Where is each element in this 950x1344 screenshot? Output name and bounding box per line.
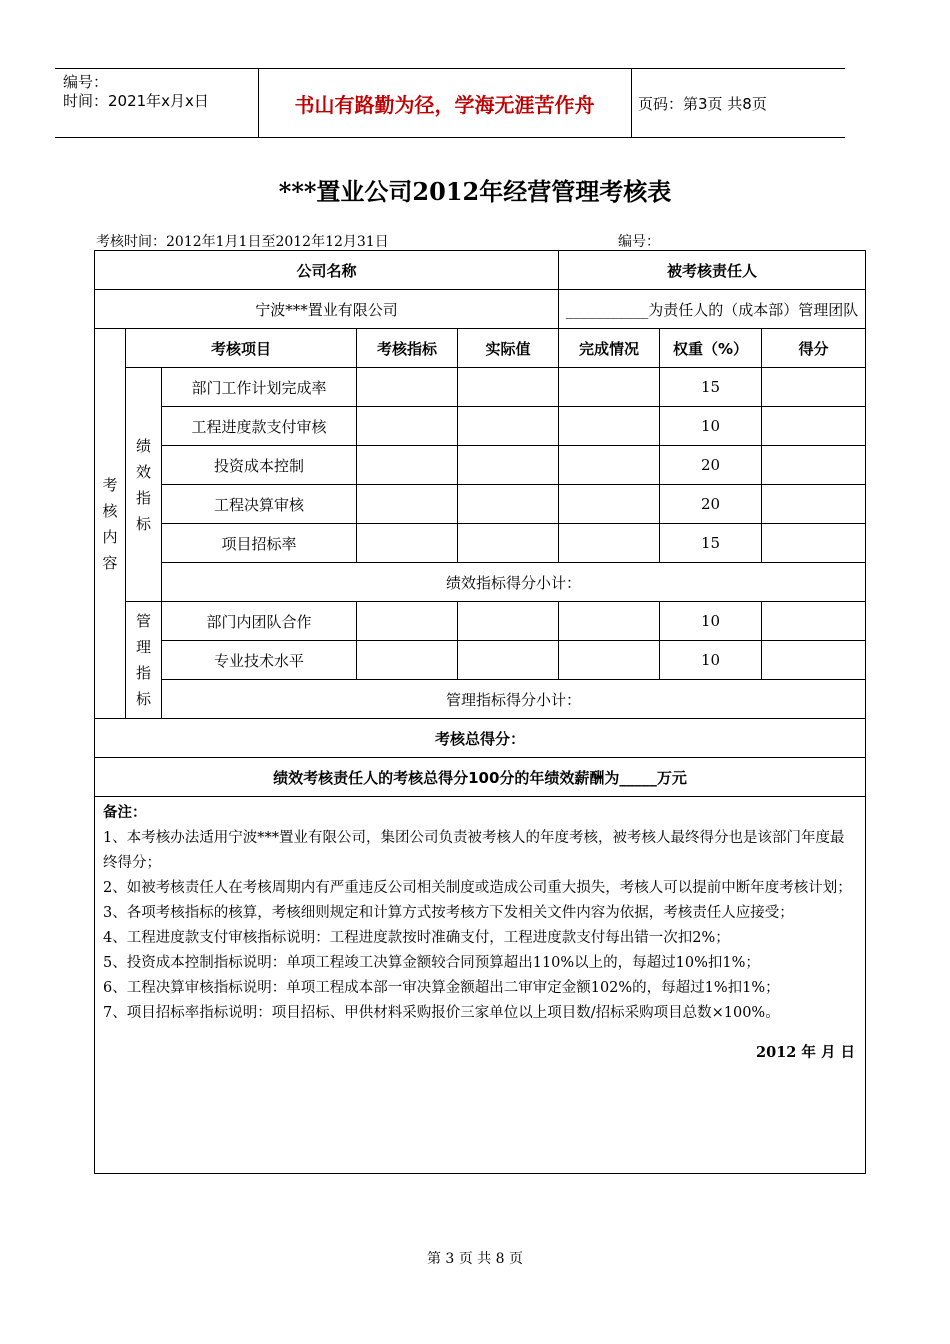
company-name: 宁波***置业有限公司	[95, 290, 559, 329]
completion-cell[interactable]	[559, 524, 660, 563]
table-row	[95, 368, 866, 407]
item-name: 部门内团队合作	[162, 602, 357, 641]
table-row	[95, 251, 866, 290]
header-divider	[631, 69, 632, 137]
score-cell[interactable]	[762, 524, 866, 563]
score-cell[interactable]	[762, 368, 866, 407]
notes-title: 备注：	[103, 805, 147, 821]
weight-cell: 15	[660, 368, 762, 407]
table-row	[95, 446, 866, 485]
header-time: 时间：2021年x月x日	[63, 92, 209, 110]
score-cell[interactable]	[762, 485, 866, 524]
table-row	[95, 758, 866, 797]
column-header: 考核项目	[126, 329, 357, 368]
table-row	[95, 602, 866, 641]
note-item: 7、项目招标率指标说明：项目招标、甲供材料采购报价三家单位以上项目数/招标采购项目总数×100%。	[103, 1005, 780, 1021]
weight-cell: 20	[660, 446, 762, 485]
indicator-cell[interactable]	[357, 485, 458, 524]
perf-subtotal: 绩效指标得分小计：	[162, 563, 866, 602]
actual-value-cell[interactable]	[458, 446, 559, 485]
table-row	[95, 641, 866, 680]
weight-cell: 10	[660, 407, 762, 446]
indicator-cell[interactable]	[357, 641, 458, 680]
header-number: 编号：	[63, 73, 109, 91]
perf-group-text: 绩 效 指 标	[135, 436, 151, 533]
actual-value-cell[interactable]	[458, 485, 559, 524]
header-left	[63, 73, 209, 111]
item-name: 工程决算审核	[162, 485, 357, 524]
total-score: 考核总得分：	[95, 719, 866, 758]
completion-cell[interactable]	[559, 446, 660, 485]
table-row	[95, 485, 866, 524]
table-row	[95, 290, 866, 329]
section-label-text: 考 核 内 容	[102, 475, 118, 572]
score-cell[interactable]	[762, 641, 866, 680]
completion-cell[interactable]	[559, 485, 660, 524]
indicator-cell[interactable]	[357, 446, 458, 485]
column-header: 权重（%）	[660, 329, 762, 368]
company-name-header: 公司名称	[95, 251, 559, 290]
perf-group-label	[126, 368, 162, 602]
note-item: 4、工程进度款支付审核指标说明：工程进度款按时准确支付，工程进度款支付每出错一次扣2%；	[103, 930, 730, 946]
mgmt-group-text: 管 理 指 标	[135, 612, 151, 708]
table-row	[95, 680, 866, 719]
section-label	[95, 329, 126, 719]
item-name: 部门工作计划完成率	[162, 368, 357, 407]
completion-cell[interactable]	[559, 368, 660, 407]
page-header	[55, 68, 845, 138]
actual-value-cell[interactable]	[458, 407, 559, 446]
column-header: 完成情况	[559, 329, 660, 368]
table-row	[95, 563, 866, 602]
indicator-cell[interactable]	[357, 602, 458, 641]
notes-list	[103, 826, 857, 1026]
column-header: 实际值	[458, 329, 559, 368]
note-item: 6、工程决算审核指标说明：单项工程成本部一审决算金额超出二审审定金额102%的，每超过1%扣1%；	[103, 980, 780, 996]
column-header: 考核指标	[357, 329, 458, 368]
completion-cell[interactable]	[559, 602, 660, 641]
assessment-period: 考核时间：2012年1月1日至2012年12月31日	[96, 234, 389, 250]
signature-date: 2012 年 月 日	[756, 1044, 856, 1061]
notes-cell	[95, 797, 866, 1174]
score-cell[interactable]	[762, 446, 866, 485]
mgmt-subtotal: 管理指标得分小计：	[162, 680, 866, 719]
score-cell[interactable]	[762, 407, 866, 446]
salary-line: 绩效考核责任人的考核总得分100分的年绩效薪酬为_____万元	[95, 758, 866, 797]
responsible-value: ___________为责任人的（成本部）管理团队	[559, 290, 866, 329]
indicator-cell[interactable]	[357, 407, 458, 446]
completion-cell[interactable]	[559, 407, 660, 446]
note-item: 2、如被考核责任人在考核周期内有严重违反公司相关制度或造成公司重大损失，考核人可以提前中断年度考核计划；	[103, 880, 852, 896]
item-name: 投资成本控制	[162, 446, 357, 485]
note-item: 1、本考核办法适用宁波***置业有限公司，集团公司负责被考核人的年度考核，被考核人最终得分也是该部门年度最终得分；	[103, 830, 845, 871]
actual-value-cell[interactable]	[458, 641, 559, 680]
weight-cell: 10	[660, 602, 762, 641]
column-header: 得分	[762, 329, 866, 368]
table-row	[95, 719, 866, 758]
responsible-header: 被考核责任人	[559, 251, 866, 290]
actual-value-cell[interactable]	[458, 524, 559, 563]
note-item: 3、各项考核指标的核算，考核细则规定和计算方式按考核方下发相关文件内容为依据，考核责任人应接受；	[103, 905, 794, 921]
assessment-table	[94, 250, 866, 1174]
indicator-cell[interactable]	[357, 368, 458, 407]
header-page-info: 页码：第3页 共8页	[638, 94, 767, 113]
table-row	[95, 797, 866, 1174]
score-cell[interactable]	[762, 602, 866, 641]
header-motto: 书山有路勤为径，学海无涯苦作舟	[294, 92, 595, 117]
weight-cell: 20	[660, 485, 762, 524]
document-title: ***置业公司2012年经营管理考核表	[278, 177, 672, 206]
completion-cell[interactable]	[559, 641, 660, 680]
item-name: 专业技术水平	[162, 641, 357, 680]
mgmt-group-label	[126, 602, 162, 719]
weight-cell: 10	[660, 641, 762, 680]
indicator-cell[interactable]	[357, 524, 458, 563]
actual-value-cell[interactable]	[458, 602, 559, 641]
page-footer: 第 3 页 共 8 页	[426, 1251, 524, 1267]
table-row	[95, 329, 866, 368]
weight-cell: 15	[660, 524, 762, 563]
form-number-label: 编号：	[618, 234, 660, 250]
table-row	[95, 407, 866, 446]
item-name: 工程进度款支付审核	[162, 407, 357, 446]
table-row	[95, 524, 866, 563]
note-item: 5、投资成本控制指标说明：单项工程竣工决算金额较合同预算超出110%以上的，每超过10%扣1%；	[103, 955, 760, 971]
actual-value-cell[interactable]	[458, 368, 559, 407]
item-name: 项目招标率	[162, 524, 357, 563]
